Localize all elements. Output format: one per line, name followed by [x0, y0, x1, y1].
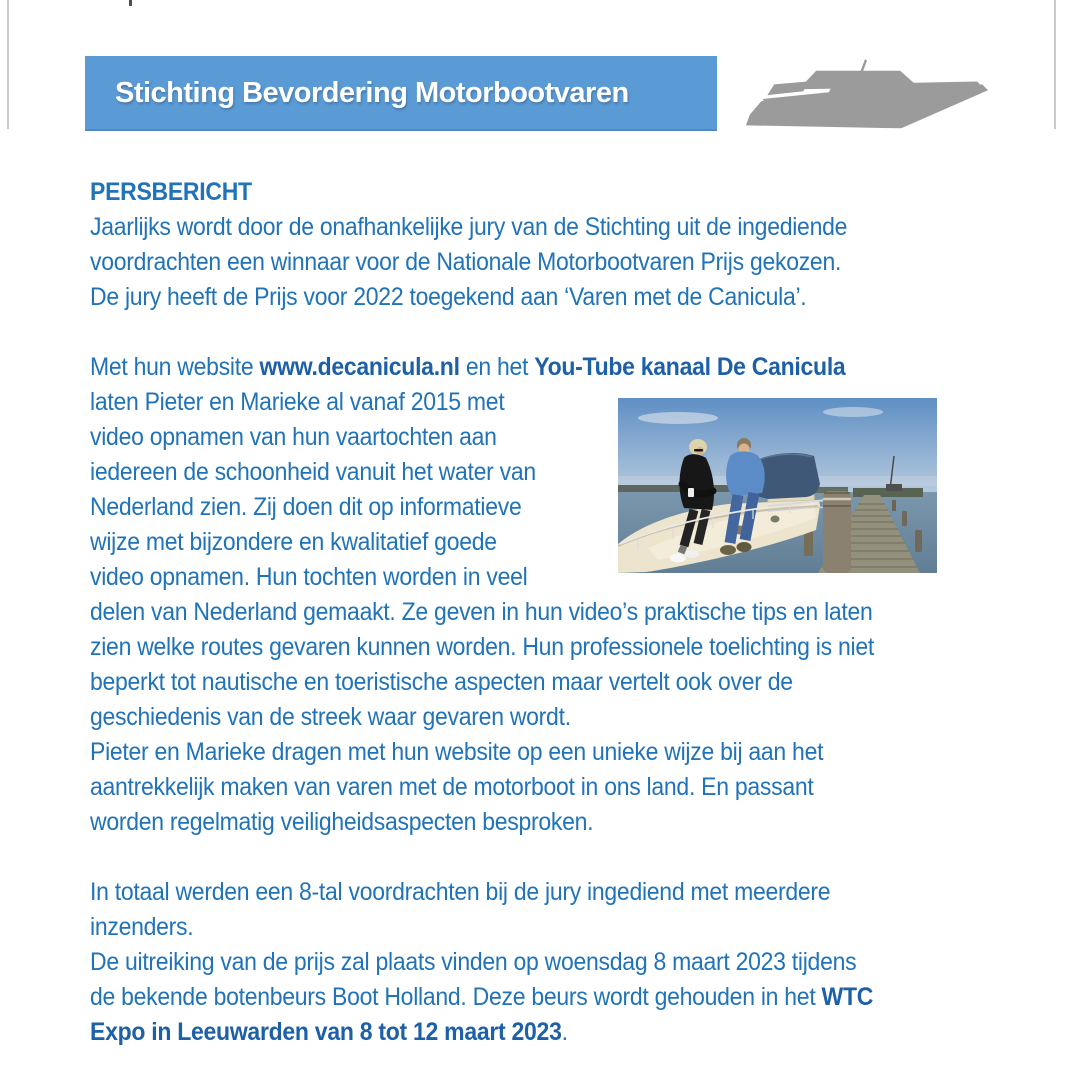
blank-line — [90, 840, 874, 875]
article-body — [90, 175, 942, 1050]
text-line: aantrekkelijk maken van varen met de motorboot in ons land. En passant — [90, 773, 814, 801]
text-line: zien welke routes gevaren kunnen worden. Hun professionele toelichting is niet — [90, 633, 874, 661]
text-line — [90, 1015, 874, 1050]
text-line: video opnamen. Hun tochten worden in veel — [90, 563, 528, 591]
text-line: In totaal werden een 8-tal voordrachten bij de jury ingediend met meerdere — [90, 878, 831, 906]
website-line — [90, 350, 874, 385]
youtube-channel-label: You-Tube kanaal De Canicula — [534, 353, 846, 381]
motor-yacht-icon — [742, 58, 988, 142]
text-segment: de bekende botenbeurs Boot Holland. Deze beurs wordt gehouden in het — [90, 983, 822, 1011]
boat-photo — [618, 398, 937, 573]
page-edge-right — [1054, 0, 1056, 129]
header-banner — [85, 56, 717, 131]
text-line: delen van Nederland gemaakt. Ze geven in hun video’s praktische tips en laten — [90, 598, 873, 626]
text-line: video opnamen van hun vaartochten aan — [90, 423, 497, 451]
text-line: Pieter en Marieke dragen met hun website op een unieke wijze bij aan het — [90, 738, 824, 766]
text-line: beperkt tot nautische en toeristische aspecten maar vertelt ook over de — [90, 668, 793, 696]
text-line — [90, 980, 874, 1015]
venue-name-part: Expo in Leeuwarden van 8 tot 12 maart 2023 — [90, 1018, 562, 1046]
boat-photo-illustration — [618, 398, 937, 573]
website-link[interactable]: www.decanicula.nl — [259, 353, 460, 381]
text-line: voordrachten een winnaar voor de Nationale Motorbootvaren Prijs gekozen. — [90, 248, 842, 276]
text-line: worden regelmatig veiligheidsaspecten besproken. — [90, 808, 594, 836]
text-line: geschiedenis van de streek waar gevaren wordt. — [90, 703, 571, 731]
text-line: Nederland zien. Zij doen dit op informatieve — [90, 493, 522, 521]
press-release-heading: PERSBERICHT — [90, 178, 252, 206]
banner-title: Stichting Bevordering Motorbootvaren — [115, 77, 629, 109]
text-segment: en het — [459, 353, 535, 381]
text-line: Jaarlijks wordt door de onafhankelijke jury van de Stichting uit de ingediende — [90, 213, 848, 241]
page-edge-left — [7, 0, 9, 129]
text-segment: . — [561, 1018, 568, 1046]
text-line: laten Pieter en Marieke al vanaf 2015 met — [90, 388, 505, 416]
text-line: De uitreiking van de prijs zal plaats vinden op woensdag 8 maart 2023 tijdens — [90, 948, 857, 976]
text-segment: Met hun website — [90, 353, 260, 381]
text-line: De jury heeft de Prijs voor 2022 toegekend aan ‘Varen met de Canicula’. — [90, 283, 807, 311]
text-line: inzenders. — [90, 913, 194, 941]
venue-name-part: WTC — [821, 983, 874, 1011]
blank-line — [90, 315, 874, 350]
top-edge-mark — [129, 0, 132, 6]
text-line: iedereen de schoonheid vanuit het water van — [90, 458, 536, 486]
text-line: wijze met bijzondere en kwalitatief goede — [90, 528, 497, 556]
